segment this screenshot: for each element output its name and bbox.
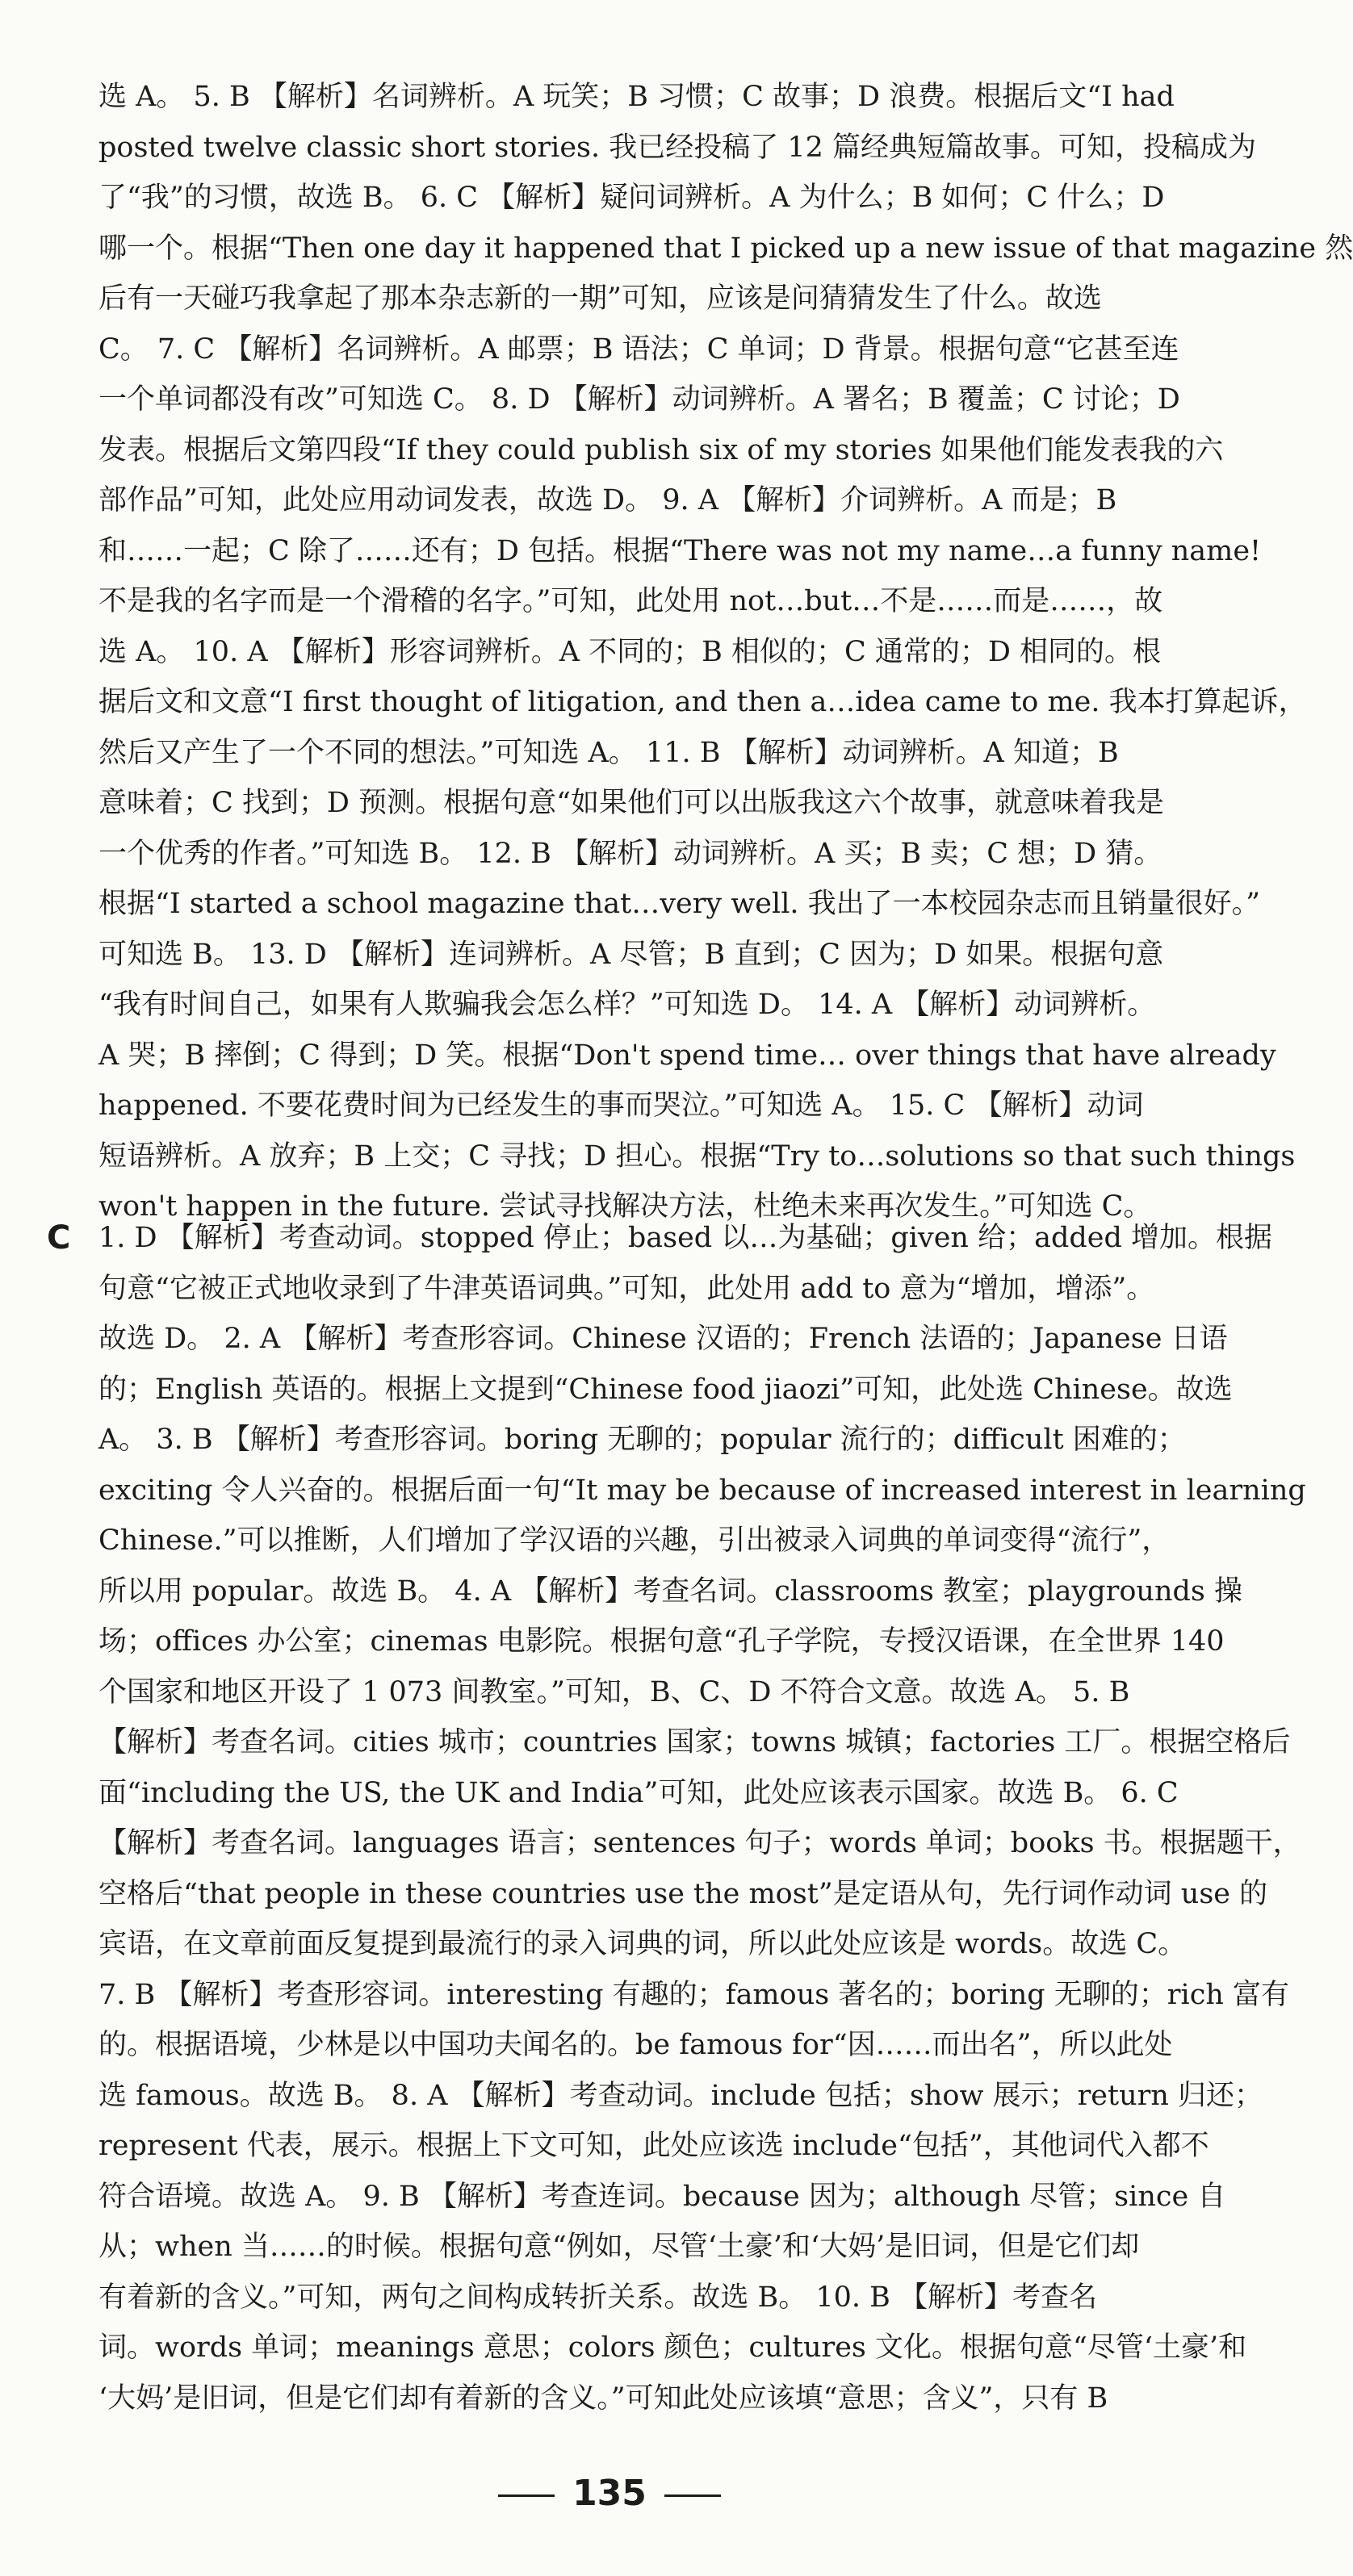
page-number	[0, 2469, 1219, 2518]
text-line: 个国家和地区开设了 1 073 间教室。”可知，B、C、D 不符合文意。故选 A。 5. B	[98, 1675, 1130, 1708]
section-c-label: C	[47, 1219, 71, 1257]
text-line: 选 famous。故选 B。 8. A 【解析】考查动词。include 包括；show 展示；return 归还；	[98, 2079, 1263, 2112]
text-line: 【解析】考查名词。languages 语言；sentences 句子；words 单词；books 书。根据题干，	[98, 1827, 1301, 1859]
text-line: 了“我”的习惯，故选 B。 6. C 【解析】疑问词辨析。A 为什么；B 如何；C 什么；D	[98, 182, 1165, 214]
text-line: 符合语境。故选 A。 9. B 【解析】考查连词。because 因为；although 尽管；since 自	[98, 2180, 1226, 2213]
text-line: 的；English 英语的。根据上文提到“Chinese food jiaozi”可知，此处选 Chinese。故选	[98, 1373, 1233, 1406]
text-line: 所以用 popular。故选 B。 4. A 【解析】考查名词。classrooms 教室；playgrounds 操	[98, 1574, 1242, 1608]
text-line: 一个优秀的作者。”可知选 B。 12. B 【解析】动词辨析。A 买；B 卖；C 想；D 猜。	[98, 837, 1162, 870]
text-line: 意味着；C 找到；D 预测。根据句意“如果他们可以出版我这六个故事，就意味着我是	[98, 787, 1164, 819]
text-line: C。 7. C 【解析】名词辨析。A 邮票；B 语法；C 单词；D 背景。根据句意“它甚至连	[98, 332, 1179, 366]
text-line: 发表。根据后文第四段“If they could publish six of my stories 如果他们能发表我的六	[98, 433, 1224, 466]
text-line: 场；offices 办公室；cinemas 电影院。根据句意“孔子学院，专授汉语课，在全世界 140	[98, 1625, 1225, 1658]
text-line: 宾语，在文章前面反复提到最流行的录入词典的词，所以此处应该是 words。故选 C。	[98, 1928, 1187, 1960]
text-line: Chinese.”可以推断，人们增加了学汉语的兴趣，引出被录入词典的单词变得“流行”，	[98, 1524, 1171, 1557]
text-line: 短语辨析。A 放弃；B 上交；C 寻找；D 担心。根据“Try to…solutions so that such things	[98, 1140, 1296, 1173]
text-line: 7. B 【解析】考查形容词。interesting 有趣的；famous 著名的；boring 无聊的；rich 富有	[98, 1978, 1289, 2011]
text-line: 故选 D。 2. A 【解析】考查形容词。Chinese 汉语的；French 法语的；Japanese 日语	[98, 1323, 1228, 1355]
text-line: 1. D 【解析】考查动词。stopped 停止；based 以…为基础；given 给；added 增加。根据	[98, 1222, 1273, 1254]
text-line: 和……一起；C 除了……还有；D 包括。根据“There was not my name…a funny name!	[98, 534, 1262, 567]
text-line: 面“including the US, the UK and India”可知，此处应该表示国家。故选 B。 6. C	[98, 1776, 1179, 1809]
text-line: happened. 不要花费时间为已经发生的事而哭泣。”可知选 A。 15. C 【解析】动词	[98, 1089, 1144, 1122]
text-line: 【解析】考查名词。cities 城市；countries 国家；towns 城镇；factories 工厂。根据空格后	[98, 1726, 1291, 1758]
text-line: 句意“它被正式地收录到了牛津英语词典。”可知，此处用 add to 意为“增加，增添”。	[98, 1272, 1155, 1305]
text-line: 选 A。 5. B 【解析】名词辨析。A 玩笑；B 习惯；C 故事；D 浪费。根据后文“I had	[98, 81, 1175, 113]
text-line: 据后文和文意“I first thought of litigation, and then a…idea came to me. 我本打算起诉，	[98, 686, 1307, 718]
text-line: exciting 令人兴奋的。根据后面一句“It may be because of increased interest in learning	[98, 1474, 1306, 1507]
text-line: represent 代表，展示。根据上下文可知，此处应该选 include“包括”，其他词代入都不	[98, 2130, 1209, 2162]
text-line: 词。words 单词；meanings 意思；colors 颜色；cultures 文化。根据句意“尽管‘土豪’和	[98, 2331, 1247, 2364]
text-line: ‘大妈’是旧词，但是它们却有着新的含义。”可知此处应该填“意思；含义”，只有 B	[98, 2382, 1108, 2415]
right-dash	[664, 2494, 721, 2497]
text-line: 的。根据语境，少林是以中国功夫闻名的。be famous for“因……而出名”，所以此处	[98, 2029, 1173, 2061]
text-line: 不是我的名字而是一个滑稽的名字。”可知，此处用 not…but…不是……而是……，故	[98, 585, 1163, 617]
text-line: 然后又产生了一个不同的想法。”可知选 A。 11. B 【解析】动词辨析。A 知道；B	[98, 736, 1119, 769]
text-line: “我有时间自己，如果有人欺骗我会怎么样？”可知选 D。 14. A 【解析】动词辨析。	[98, 989, 1156, 1021]
text-line: 哪一个。根据“Then one day it happened that I picked up a new issue of that magazine 然	[98, 232, 1353, 265]
text-line: 从；when 当……的时候。根据句意“例如，尽管‘土豪’和‘大妈’是旧词，但是它们却	[98, 2231, 1140, 2263]
text-line: 一个单词都没有改”可知选 C。 8. D 【解析】动词辨析。A 署名；B 覆盖；C 讨论；D	[98, 383, 1180, 416]
text-line: A。 3. B 【解析】考查形容词。boring 无聊的；popular 流行的；difficult 困难的；	[98, 1424, 1186, 1456]
text-line: A 哭；B 摔倒；C 得到；D 笑。根据“Don't spend time… over things that have already	[98, 1039, 1276, 1072]
text-line: 有着新的含义。”可知，两句之间构成转折关系。故选 B。 10. B 【解析】考查名	[98, 2281, 1097, 2314]
page-number-text: 135	[572, 2473, 647, 2514]
text-line: 根据“I started a school magazine that…very well. 我出了一本校园杂志而且销量很好。”	[98, 888, 1261, 920]
text-line: won't happen in the future. 尝试寻找解决方法，杜绝未来再次发生。”可知选 C。	[98, 1190, 1152, 1223]
text-line: 空格后“that people in these countries use the most”是定语从句，先行词作动词 use 的	[98, 1877, 1268, 1910]
text-line: 部作品”可知，此处应用动词发表，故选 D。 9. A 【解析】介词辨析。A 而是；B	[98, 484, 1117, 516]
text-line: posted twelve classic short stories. 我已经投稿了 12 篇经典短篇故事。可知，投稿成为	[98, 131, 1257, 164]
text-line: 后有一天碰巧我拿起了那本杂志新的一期”可知，应该是问猜猜发生了什么。故选	[98, 282, 1102, 315]
text-line: 可知选 B。 13. D 【解析】连词辨析。A 尽管；B 直到；C 因为；D 如果。根据句意	[98, 938, 1164, 971]
left-dash	[498, 2494, 555, 2497]
text-line: 选 A。 10. A 【解析】形容词辨析。A 不同的；B 相似的；C 通常的；D 相同的。根	[98, 635, 1162, 668]
